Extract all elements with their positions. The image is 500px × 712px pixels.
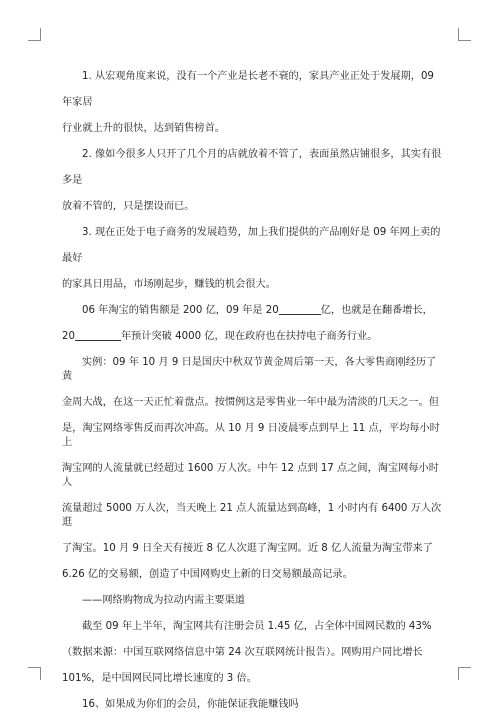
document-body — [62, 70, 442, 712]
crop-mark-top-left — [28, 28, 41, 41]
example-line-6: 了淘宝。10 月 9 日全天有接近 8 亿人次逛了淘宝网。近 8 亿人流量为淘宝带来了 — [62, 543, 433, 554]
paragraph-1-line-1: 1. 从宏观角度来说，没有一个产业是长老不衰的，家具产业正处于发展期，09 — [82, 71, 434, 82]
example-line-4: 淘宝网的人流量就已经超过 1600 万人次。中午 12 点到 17 点之间，淘宝网每小时人 — [62, 463, 439, 488]
example-line-1: 实例：09 年 10 月 9 日是国庆中秋双节黄金周后第一天，各大零售商刚经历了黄 — [62, 357, 437, 382]
example-line-2: 金周大战，在这一天正忙着盘点。按惯例这是零售业一年中最为清淡的几天之一。但 — [62, 397, 439, 408]
example-line-3: 是，淘宝网络零售反而再次冲高。从 10 月 9 日凌晨零点到早上 11 点，平均每小时上 — [62, 423, 440, 448]
crop-mark-top-right — [458, 28, 471, 41]
paragraph-4-line-2 — [62, 330, 442, 344]
example-line-7: 6.26 亿的交易额，创造了中国网购史上新的日交易额最高记录。 — [62, 569, 353, 580]
fill-blank-2 — [75, 330, 121, 341]
crop-mark-bottom-right — [458, 667, 471, 680]
channel-heading: ——网络购物成为拉动内需主要渠道 — [82, 595, 245, 606]
year-prefix: 20 — [62, 331, 75, 342]
question-16: 16、如果成为你们的会员，你能保证我能赚钱吗 — [82, 699, 299, 710]
crop-mark-bottom-left — [28, 667, 41, 680]
paragraph-3-line-2: 最好 — [62, 253, 83, 264]
paragraph-2-line-3: 放着不管的，只是摆设而已。 — [62, 201, 195, 212]
fill-blank-1 — [279, 304, 321, 315]
paragraph-2-line-2: 多是 — [62, 175, 83, 186]
paragraph-4-line-1 — [62, 304, 442, 318]
sales-text-middle: 亿，也就是在翻番增长， — [320, 305, 433, 316]
members-line-2: （数据来源：中国互联网络信息中第 24 次互联网统计报告）。网购用户同比增长 — [62, 647, 423, 658]
example-line-5: 流量超过 5000 万人次，当天晚上 21 点人流量达到高峰，1 小时内有 6400 万人次逛 — [62, 503, 442, 528]
paragraph-3-line-3: 的家具日用品，市场刚起步，赚钱的机会很大。 — [62, 279, 276, 290]
paragraph-2-line-1: 2. 像如今很多人只开了几个月的店就放着不管了，表面虽然店铺很多，其实有很 — [82, 149, 442, 160]
sales-text-start: 06 年淘宝的销售额是 200 亿，09 年是 20 — [82, 305, 279, 316]
sales-text-end: 年预计突破 4000 亿，现在政府也在扶持电子商务行业。 — [120, 331, 378, 342]
paragraph-1-line-2: 年家居 — [62, 97, 93, 108]
paragraph-1-line-3: 行业就上升的很快，达到销售榜首。 — [62, 123, 225, 134]
members-line-1: 截至 09 年上半年，淘宝网共有注册会员 1.45 亿，占全体中国网民数的 43% — [82, 621, 432, 632]
paragraph-3-line-1: 3. 现在正处于电子商务的发展趋势，加上我们提供的产品刚好是 09 年网上卖的 — [82, 227, 441, 238]
members-line-3: 101%，是中国网民同比增长速度的 3 倍。 — [62, 673, 257, 684]
